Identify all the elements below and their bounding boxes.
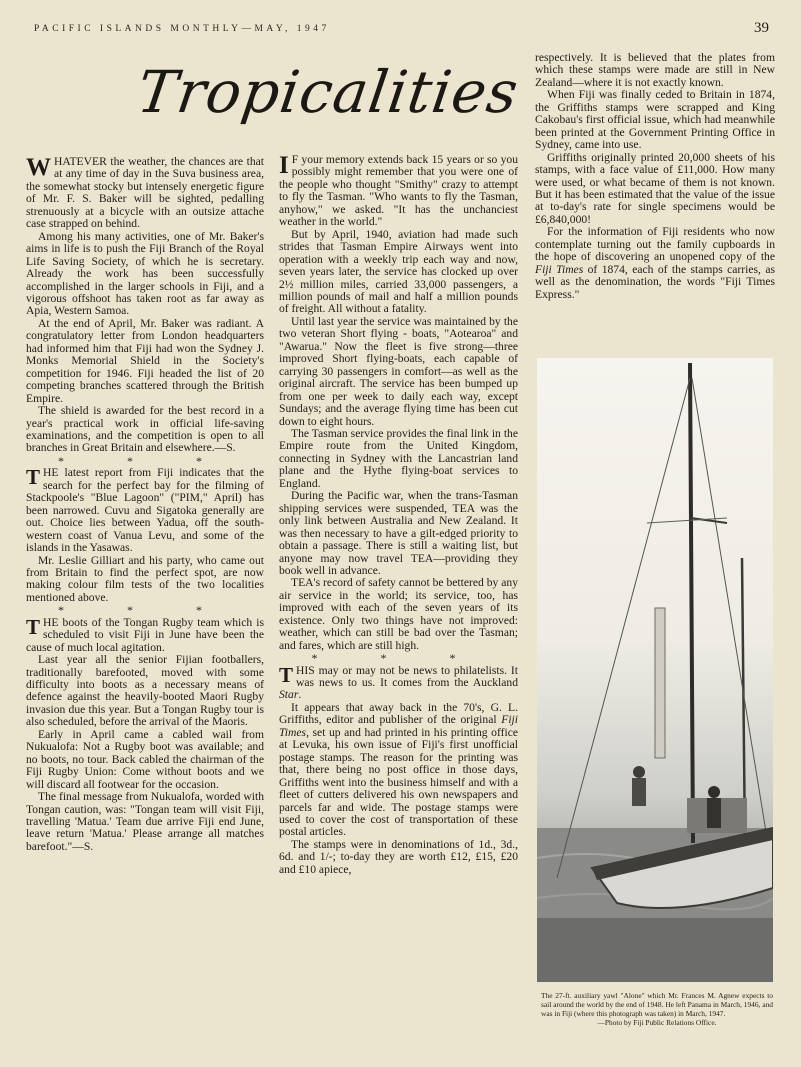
caption-text: The 27-ft. auxiliary yawl "Alone" which Mr. Frances M. Agnew expects to sail around the world by the end of 1948. He left Panama in March, 1946, and was in Fiji (where this photograph was taken) in March, 1947. — [541, 991, 773, 1019]
section-separator: * * * — [311, 651, 486, 666]
rugby-paragraph-1: THE boots of the Tongan Rugby team which is scheduled to visit Fiji in June have been the cause of much local agitation. — [26, 614, 264, 654]
tasman-paragraph-3: Until last year the service was maintained by the two veteran Short flying - boats, "Aotearoa" and "Awarua." Now the fleet is five strong—three improved Short flying-boats, each capable of carrying 30 passengers in comfort—as well as the original aircraft. The service has been bumped up from one per week to daily each way, except Sundays; and the average flying time has been cut down to eight hours. — [279, 314, 518, 428]
stamps-continued-paragraph-4: For the information of Fiji residents who now contemplate turning out the family cupboards in the hope of discovering an unopened copy of the Fiji Times of 1874, each of the stamps carries, as well as the denomination, the words "Fiji Times Express." — [535, 225, 775, 301]
stamps-continued-paragraph-3: Griffiths originally printed 20,000 sheets of his stamps, with a face value of £11,000. How many were used, or what became of them is not known. But it has been estimated that the value of the issue at to-day's rate for single specimens would be £6,840,000! — [535, 150, 775, 226]
section-separator: * * * — [58, 603, 232, 618]
tasman-paragraph-4: The Tasman service provides the final link in the Empire route from the United Kingdom, connecting in Sydney with the Lancastrian land plane and the Hythe flying-boat services to England. — [279, 426, 518, 490]
baker-paragraph-4: The shield is awarded for the best record in a year's practical work in official life-saving examinations, and the competition is open to all branches in Great Britain and elsewhere.—S. — [26, 404, 264, 455]
rugby-paragraph-2: Last year all the senior Fijian footballers, traditionally barefooted, moved with some difficulty into boots as a necessary means of defence against the heavily-booted Maori Rugby invasion due this year. But a Tongan Rugby tour is also scheduled, before the arrival of the Maoris. — [26, 653, 264, 729]
baker-paragraph-2: Among his many activities, one of Mr. Baker's aims in life is to push the Fiji Branch of the Royal Life Saving Society, of which he is secretary. Already the work has been successfully accomplished in the larger schools in Fiji, and a vigorous offshoot has taken root as far away as Apia, Western Samoa. — [26, 229, 264, 318]
column-1 — [26, 156, 264, 853]
rugby-paragraph-3: Early in April came a cabled wail from Nukualofa: Not a Rugby boot was available; and no boots, no tour. Back cabled the chairman of the Fiji Rugby Union: Come without boots and we will discard all footwear for the occasion. — [26, 727, 264, 791]
main-mast — [690, 363, 693, 843]
stamps-paragraph-3: The stamps were in denominations of 1d., 3d., 6d. and 1/-; to-day they are worth £12, £15, £20 and £10 apiece, — [279, 837, 518, 876]
tasman-paragraph-1: I F your memory extends back 15 years or so you possibly might remember that you were one of the people who thought "Smithy" crazy to attempt to fly the Tasman. "Who wants to fly the Tasman, anyhow," we asked. "It has the unchanciest weather in the world." — [279, 152, 518, 229]
drop-cap: T — [26, 465, 41, 490]
sailboat-illustration — [537, 358, 773, 982]
stamps-paragraph-2: It appears that away back in the 70's, G. L. Griffiths, editor and publisher of the original Fiji Times, set up and had printed in his printing office at Levuka, his own issue of Fiji's first unofficial postage stamps. The reason for the printing was that, there being no post office in those days, Griffiths went into the business himself and with a fleet of cutters delivered his own newspapers and parcels far and wide. The postage stamps were used to cover the cost of transportation of these postal articles. — [279, 700, 518, 839]
stamps-paragraph-1: THIS may or may not be news to philatelists. It was news to us. It comes from the Auckland Star. — [279, 662, 518, 702]
drop-cap: W — [26, 154, 51, 181]
baker-paragraph-1: WHATEVER the weather, the chances are that at any time of day in the Suva business area, the somewhat stocky but intensely energetic figure of Mr. F. S. Baker will be sighted, pedalling strenuously at a bicycle with an outsize attache case strapped on behind. — [26, 154, 264, 231]
drop-cap: I — [279, 152, 289, 179]
tasman-paragraph-5: During the Pacific war, when the trans-Tasman shipping services were suspended, TEA was the only link between Australia and New Zealand. It was then necessary to have a gilt-edged priority to obtain a passage. There is still a waiting list, but anyone may now travel TEA—providing they book well in advance. — [279, 489, 518, 577]
lagoon-paragraph-1: THE latest report from Fiji indicates that the search for the perfect bay for the filming of Stackpoole's "Blue Lagoon" ("PIM," April) has been narrowed. Cuvu and Sigatoka generally are out. Choice lies between Yadua, off the south-western coast of Vanua Levu, and some of the islands in the Yasawas. — [26, 465, 264, 555]
stamps-continued-paragraph-1: respectively. It is believed that the plates from which these stamps were made are still in New Zealand—where it is not exactly known. — [535, 51, 775, 89]
section-separator: * * * — [58, 453, 232, 468]
column-2 — [279, 154, 518, 876]
stamps-continued-paragraph-2: When Fiji was finally ceded to Britain in 1874, the Griffiths stamps were scrapped and King Cakobau's first official issue, which had meanwhile been printed at the Government Printing Office in Sydney, came into use. — [535, 88, 775, 152]
running-head: PACIFIC ISLANDS MONTHLY—MAY, 1947 — [34, 24, 330, 34]
section-heading: Tropicalities — [133, 58, 523, 126]
column-3 — [535, 52, 775, 301]
lagoon-paragraph-2: Mr. Leslie Gilliart and his party, who came out from Britain to find the perfect spot, are now making colour film tests of the two localities mentioned above. — [26, 553, 264, 604]
photo-credit: —Photo by Fiji Public Relations Office. — [597, 1018, 717, 1028]
tasman-paragraph-6: TEA's record of safety cannot be bettered by any air service in the world; its service, too, has improved with each of the seven years of its existence. Only two things have not improved: weather, which can still be bad over the Tasman; and fares, which are still high. — [279, 576, 518, 652]
rugby-paragraph-4: The final message from Nukualofa, worded with Tongan caution, was: "Tongan team will visit Fiji, travelling 'Matua.' Team due arrive Fiji end June, leave return 'Matua.' Please arrange all matches barefoot."—S. — [26, 790, 264, 853]
photo-caption — [541, 991, 773, 1027]
baker-paragraph-3: At the end of April, Mr. Baker was radiant. A congratulatory letter from London headquarters had informed him that Fiji had won the Sydney J. Monks Memorial Shield in the Society's competition for 1946. Fiji headed the list of 20 competing branches scattered through the British Empire. — [26, 316, 264, 405]
drop-cap: T — [279, 662, 294, 687]
drop-cap: T — [26, 614, 41, 639]
page-number: 39 — [754, 20, 769, 36]
yawl-photograph — [537, 358, 773, 982]
tasman-paragraph-2: But by April, 1940, aviation had made such strides that Tasman Empire Airways went into operation with a weekly trip each way and now, seven years later, the service has clocked up over 2½ million miles, carried 33,000 passengers, a million pounds of mail and half a million pounds of freight. All without a fatality. — [279, 227, 518, 316]
